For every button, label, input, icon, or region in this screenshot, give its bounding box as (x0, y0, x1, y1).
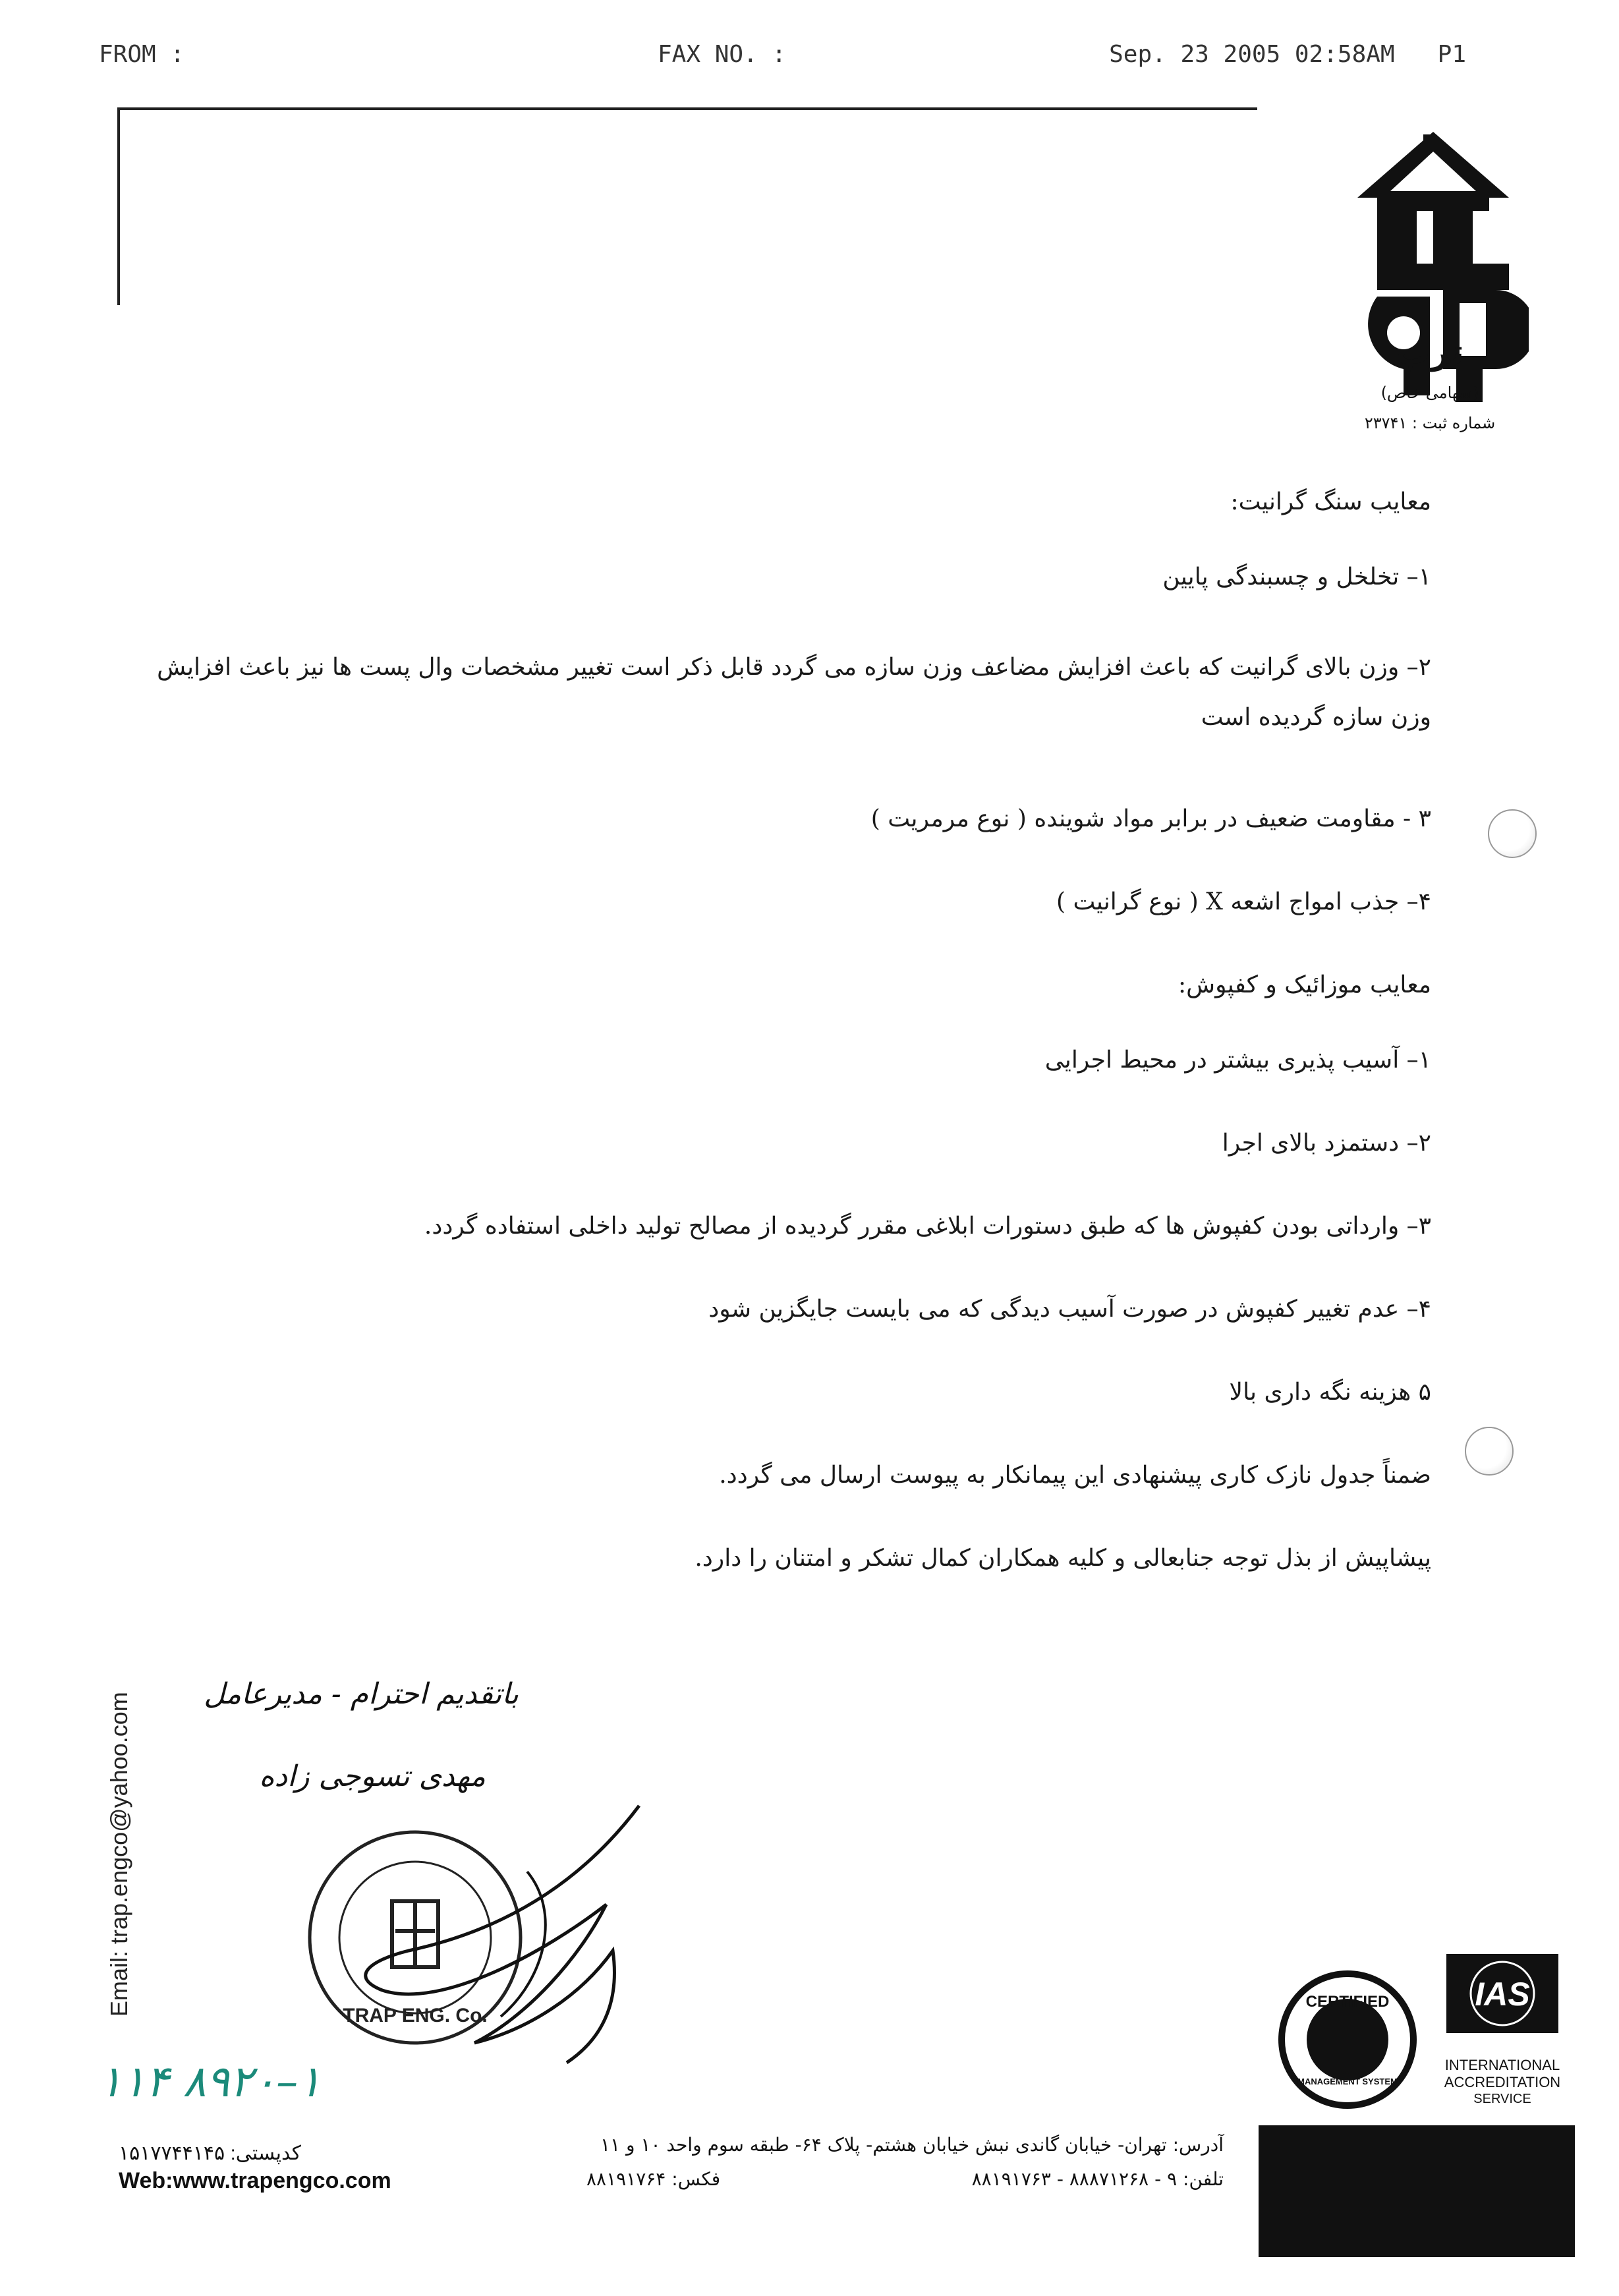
footer-website: Web:www.trapengco.com (119, 2168, 391, 2193)
mosaic-item: ۳– وارداتی بودن کفپوش ها که طبق دستورات ابلاغی مقرر گردیده از مصالح تولید داخلی استفاده گردد. (424, 1213, 1431, 1240)
ias-caption: ACCREDITATION (1444, 2074, 1561, 2090)
granite-item: ۳ - مقاومت ضعیف در برابر مواد شوینده ( نوع مرمریت ) (870, 805, 1431, 833)
granite-item: ۱– تخلخل و چسبندگی پایین (1162, 563, 1431, 590)
mosaic-item: ۵ هزینه نگه داری بالا (1229, 1379, 1431, 1406)
letter-body (113, 484, 1431, 1624)
fax-datetime: Sep. 23 2005 02:58AM P1 (1109, 41, 1466, 68)
attachment-note: ضمناً جدول نازک کاری پیشنهادی این پیمانکار به پیوست ارسال می گردد. (719, 1462, 1431, 1489)
signature-greeting: باتقدیم احترام - مدیرعامل (204, 1677, 519, 1711)
logo-registration: شماره ثبت : ۲۳۷۴۱ (1364, 414, 1496, 432)
certified-badge-icon (1275, 1967, 1420, 2112)
fax-page: P1 (1437, 41, 1466, 68)
seal-text: TRAP ENG. Co. (343, 2005, 488, 2026)
closing-line: پیشاپیش از بذل توجه جنابعالی و کلیه همکاران کمال تشکر و امتنان را دارد. (695, 1545, 1431, 1572)
footer-address: آدرس: تهران- خیابان گاندی نبش خیابان هشتم- پلاک ۶۴- طبقه سوم واحد ۱۰ و ۱۱ (600, 2134, 1224, 2156)
handwritten-reference-number: ۱۱۴ ۸۹۲۰–۱ (99, 2056, 322, 2107)
punch-hole-icon (1465, 1427, 1514, 1476)
email-vertical: Email: trap.engco@yahoo.com (105, 1692, 132, 2017)
footer-postal-code: کدپستی: ۱۵۱۷۷۴۴۱۴۵ (119, 2142, 302, 2164)
mosaic-item: ۲– دستمزد بالای اجرا (1222, 1130, 1431, 1157)
footer-phone: تلفن: ۹ - ۸۸۸۷۱۲۶۸ - ۸۸۱۹۱۷۶۳ (971, 2168, 1224, 2190)
logo-subtitle: (سهامی خاص) (1380, 384, 1479, 402)
ias-logo-icon (1446, 1954, 1558, 2033)
mosaic-item: ۱– آسیب پذیری بیشتر در محیط اجرایی (1044, 1047, 1431, 1074)
fax-header (0, 41, 1619, 80)
letterhead-frame-left (117, 107, 120, 305)
mosaic-heading: معایب موزائیک و کفپوش: (1178, 971, 1431, 999)
signatory-name: مهدی تسوجی زاده (259, 1760, 486, 1793)
punch-hole-icon (1488, 809, 1537, 858)
ias-caption: INTERNATIONAL (1444, 2057, 1560, 2073)
granite-item: ۲– وزن بالای گرانیت که باعث افزایش مضاعف وزن سازه می گردد قابل ذکر است تغییر مشخصات وال پست ها نیز باعث افزایش وزن سازه گردیده است (157, 654, 1431, 731)
svg-text:CERTIFIED: CERTIFIED (1305, 1993, 1390, 2011)
handwritten-signature (329, 1779, 672, 2082)
fax-from: FROM : (99, 41, 185, 68)
footer-fax: فکس: ۸۸۱۹۱۷۶۴ (586, 2168, 721, 2190)
mosaic-item: ۴– عدم تغییر کفپوش در صورت آسیب دیدگی که می بایست جایگزین شود (708, 1296, 1431, 1323)
svg-text:IAS: IAS (1475, 1976, 1530, 2013)
footer-black-bar (1259, 2125, 1575, 2257)
fax-number-label: FAX NO. : (658, 41, 787, 68)
granite-heading: معایب سنگ گرانیت: (1230, 488, 1431, 515)
granite-item: ۴– جذب امواج اشعه X ( نوع گرانیت ) (1056, 888, 1431, 916)
svg-text:MANAGEMENT SYSTEM: MANAGEMENT SYSTEM (1297, 2077, 1398, 2086)
letterhead-frame-top (117, 107, 1257, 110)
ias-caption: SERVICE (1473, 2092, 1531, 2106)
logo-company-name: ترپ (1395, 333, 1465, 372)
